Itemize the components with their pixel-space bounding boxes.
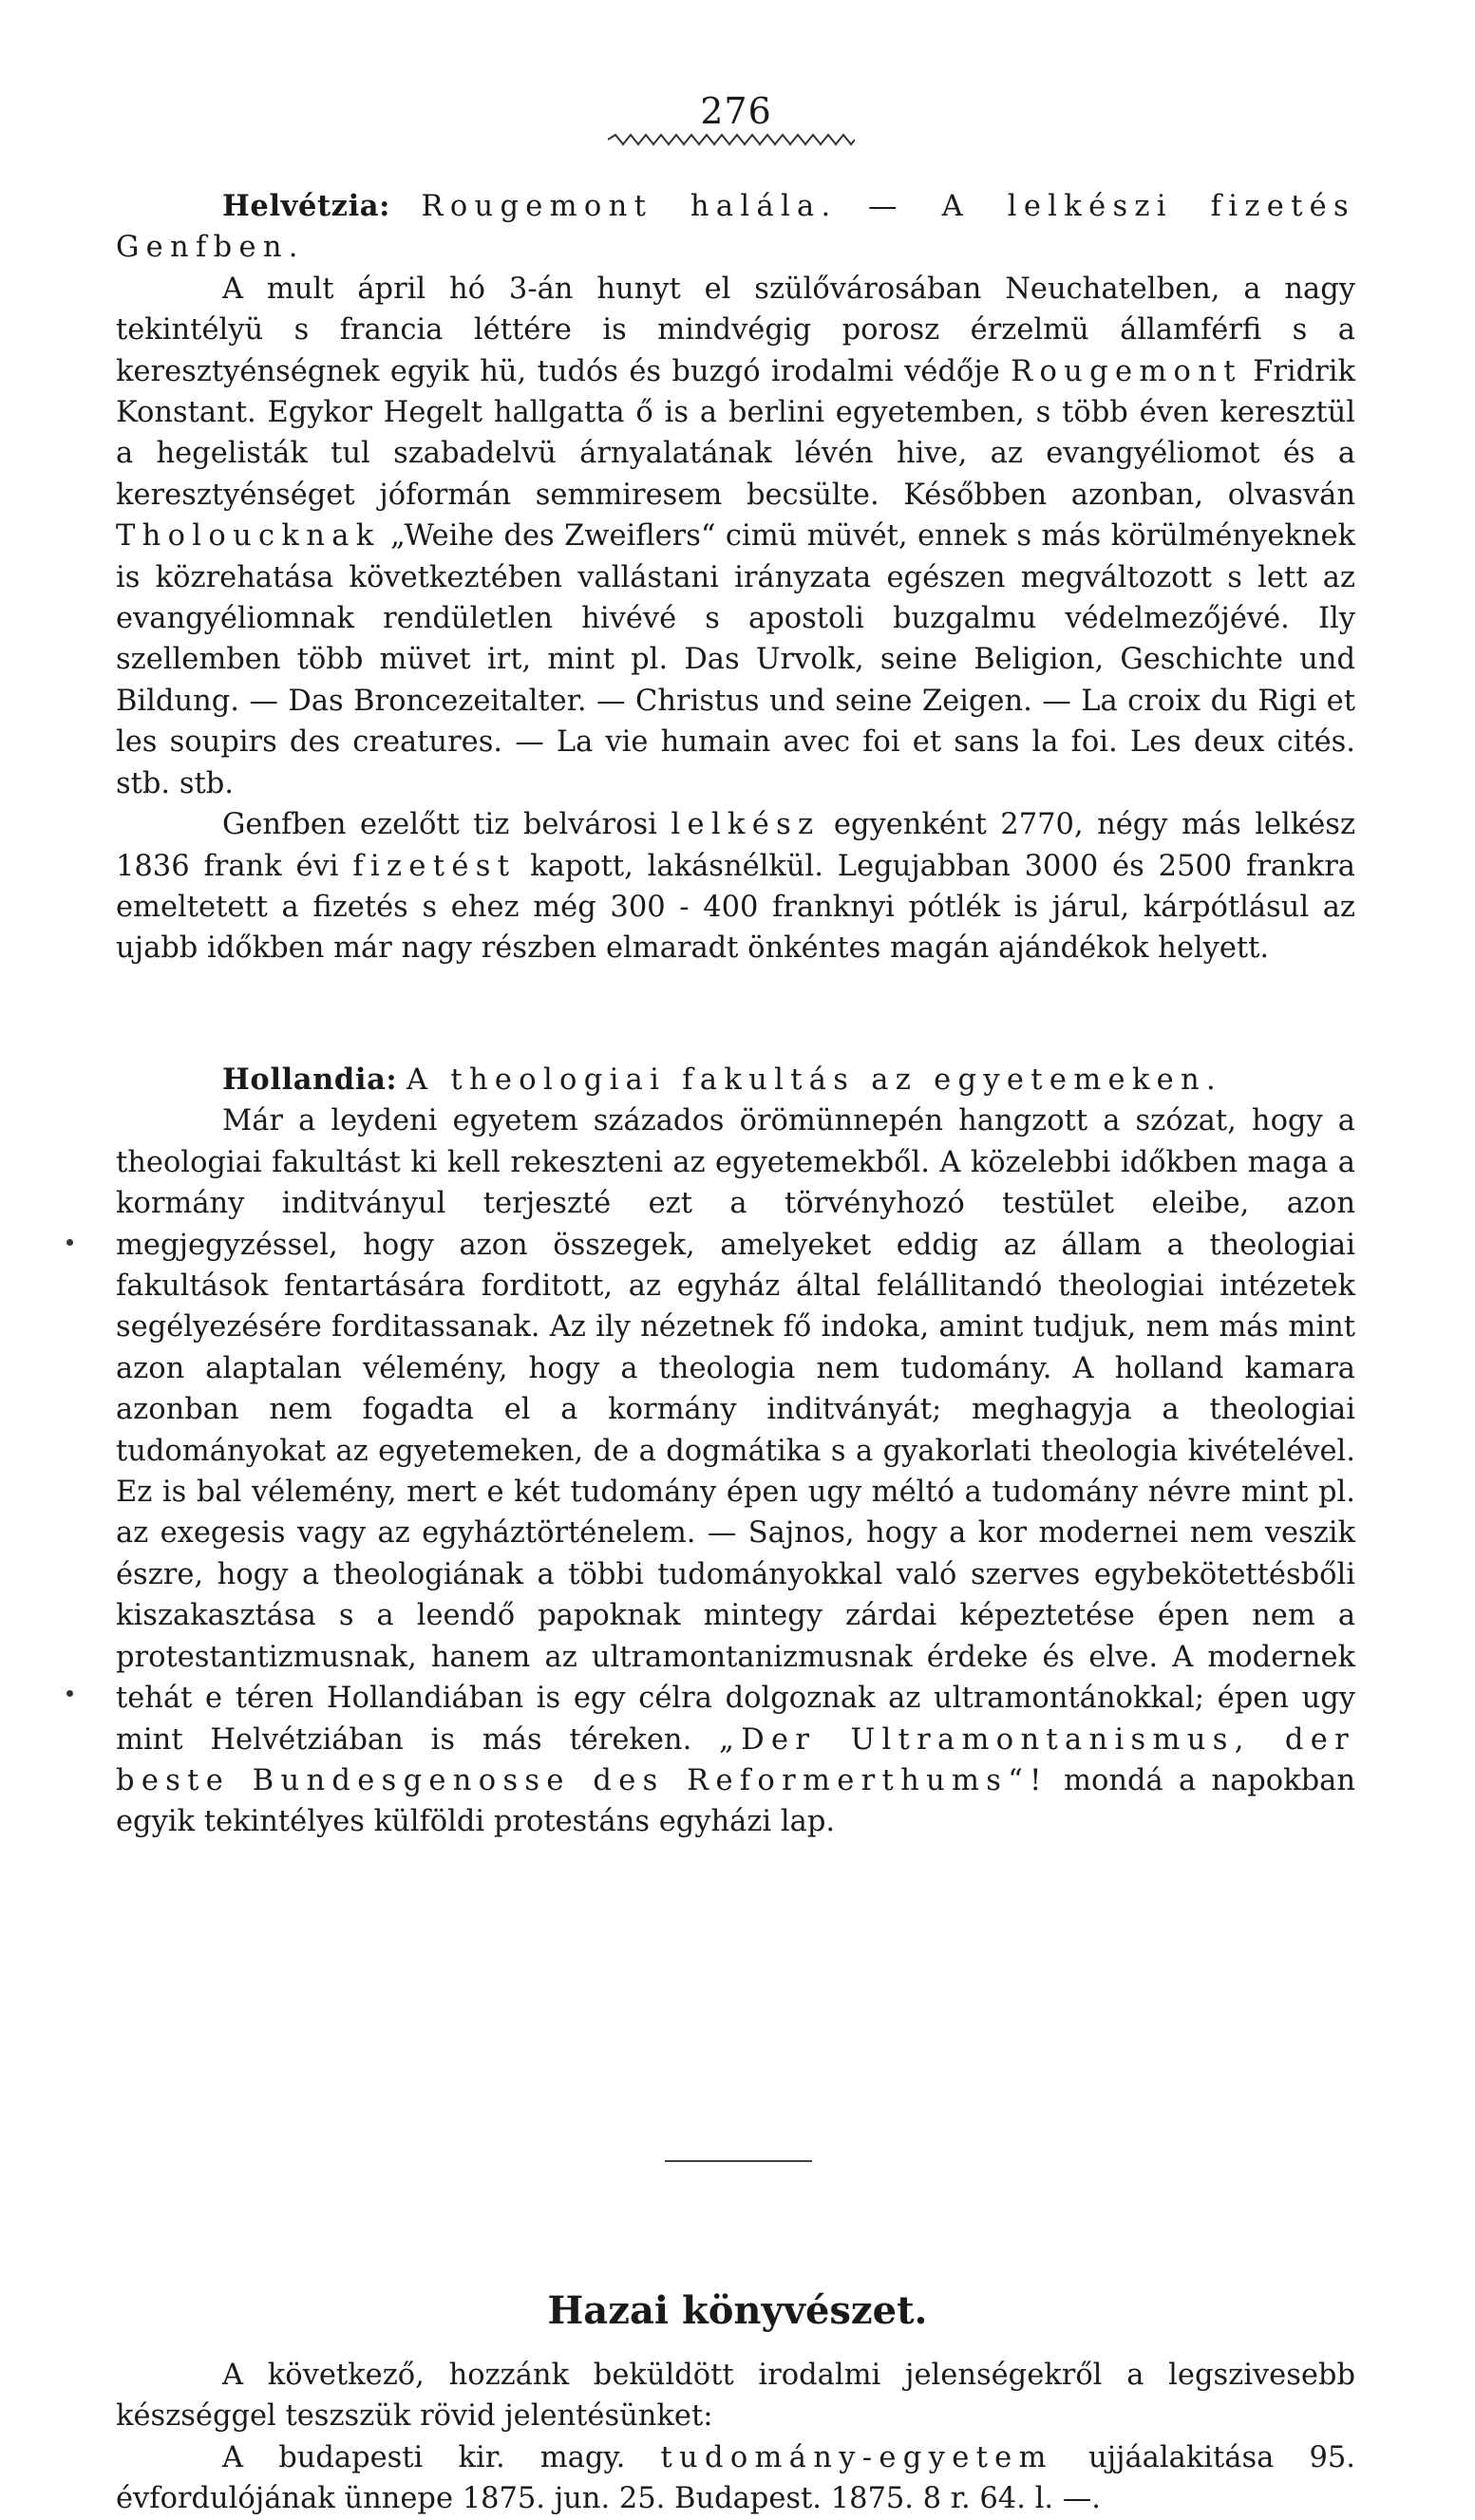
konyveszet-paragraph-2 [116, 2437, 1355, 2520]
hollandia-p1-text-b: mondá a napokban egyik tekintélyes külföldi protestáns egyházi lap. [116, 1763, 1355, 1839]
hollandia-p1-quote: „Der Ultramontanismus, der beste Bundesgenosse des Reformerthums“! [116, 1722, 1355, 1797]
hollandia-paragraph-1 [116, 1100, 1355, 1842]
helvetia-title-a: Rougemont halála. [421, 190, 838, 223]
helvetia-p1-text-c: „Weihe des Zweiflers“ cimü müvét, ennek s más körülményeknek is közrehatása következtében vallástani irányzata egészen megváltozott s lett az evangyéliomnak rendületlen hivévé s apostoli buzgalmu védelmezőjévé. Ily szellemben több müvet irt, mint pl. Das Urvolk, seine Beligion, Geschichte und Bildung. — Das Broncezeitalter. — Christus und seine Zeigen. — La croix du Rigi et les soupirs des creatures. — La vie humain avec foi et sans la foi. Les deux cités. stb. stb. [116, 519, 1355, 800]
helvetia-paragraph-1 [116, 269, 1355, 804]
section-divider [665, 2160, 812, 2162]
hollandia-heading [116, 1060, 1355, 1100]
konyveszet-p2-word-egyetem: tudomány-egyetem [660, 2440, 1053, 2474]
helvetia-p2-word-fizetest: fizetést [352, 849, 517, 883]
konyveszet-paragraph-1: A következő, hozzánk beküldött irodalmi jelenségekről a legszivesebb készséggel teszszük rövid jelentésünket: [116, 2359, 1355, 2434]
section-hollandia [116, 1060, 1355, 1843]
helvetia-p2-text-b: egyenként 2770, négy más lelkész 1836 frank évi [116, 808, 1356, 883]
helvetia-p1-name-rougemont: Rougemont [1011, 354, 1242, 388]
konyveszet-p2-text-a: A budapesti kir. magy. [222, 2440, 626, 2474]
helvetia-p1-name-tholuck: Tholoucknak [116, 519, 381, 554]
hollandia-country: Hollandia: [222, 1063, 398, 1097]
section-helvetia [116, 186, 1355, 969]
helvetia-title-c: Genfben. [116, 231, 305, 265]
page-number: 276 [700, 90, 772, 132]
hollandia-p1-text-a: Már a leydeni egyetem százados örömünnepén hangzott a szózat, hogy a theologiai fakultást ki kell rekeszteni az egyetemekből. A közelebbi időkben maga a kormány inditványul terjeszté ezt a törvényhozó testület eleibe, azon megjegyzéssel, hogy azon összegek, amelyeket eddig az állam a theologiai fakultások fentartására forditott, az egyház által felállitandó theologiai intézetek segélyezésére forditassanak. Az ily nézetnek fő indoka, amint tudjuk, nem más mint azon alaptalan vélemény, hogy a theologia nem tudomány. A holland kamara azonban nem fogadta el a kormány inditványát; meghagyja a theologiai tudományokat az egyetemeken, de a dogmátika s a gyakorlati theologia kivételével. Ez is bal vélemény, mert e két tudomány épen ugy méltó a tudomány névre mint pl. az exegesis vagy az egyháztörténelem. — Sajnos, hogy a kor modernei nem veszik észre, hogy a theologiának a többi tudományokkal való szerves egybekötettésbőli kiszakasztása s a leendő papoknak mintegy zárdai képeztetése épen nem a protestantizmusnak, hanem az ultramontanizmusnak érdeke és elve. A modernek tehát e téren Hollandiában is egy célra dolgoznak az ultramontánokkal; épen ugy mint Helvétziában is más téreken. [116, 1104, 1355, 1757]
helvetia-heading [116, 186, 1355, 269]
page-number-ornament [608, 133, 855, 146]
konyveszet-heading: Hazai könyvészet. [547, 2288, 928, 2333]
section-konyveszet [116, 2355, 1355, 2520]
helvetia-paragraph-2 [116, 804, 1355, 969]
helvetia-p1-text-b: Fridrik Konstant. Egykor Hegelt hallgatta ő is a berlini egyetemben, s több éven keresztül a hegelisták tul szabadelvü árnyalatának lévén hive, az evangyéliomot és a keresztyénséget jóformán semmiresem becsülte. Későbben azonban, olvasván [116, 354, 1355, 512]
konyveszet-p2-text-b: ujjáalakitása 95. évfordulójának ünnepe 1875. jun. 25. Budapest. 1875. 8 r. 64. l. —. [116, 2440, 1355, 2516]
helvetia-country: Helvétzia: [222, 189, 391, 223]
helvetia-title-b: — A lelkészi fizetés [868, 190, 1356, 223]
hollandia-title: A theologiai fakultás az egyetemeken. [407, 1063, 1223, 1097]
helvetia-p1-text-a: A mult ápril hó 3-án hunyt el szülővárosában Neuchatelben, a nagy tekintélyü s francia léttére is mindvégig porosz érzelmü államférfi s a keresztyénségnek egyik hü, tudós és buzgó irodalmi védője [116, 272, 1355, 388]
helvetia-p2-text-a: Genfben ezelőtt tiz belvárosi [222, 808, 657, 842]
margin-mark [66, 1690, 73, 1697]
helvetia-p2-word-lelkesz: lelkész [671, 808, 821, 842]
helvetia-p2-text-c: kapott, lakásnélkül. Legujabban 3000 és 2500 frankra emeltetett a fizetés s ehez még 300 - 400 franknyi pótlék is járul, kárpótlásul az ujabb időkben már nagy részben elmaradt önkéntes magán ajándékok helyett. [116, 849, 1355, 966]
margin-mark [66, 1239, 73, 1246]
